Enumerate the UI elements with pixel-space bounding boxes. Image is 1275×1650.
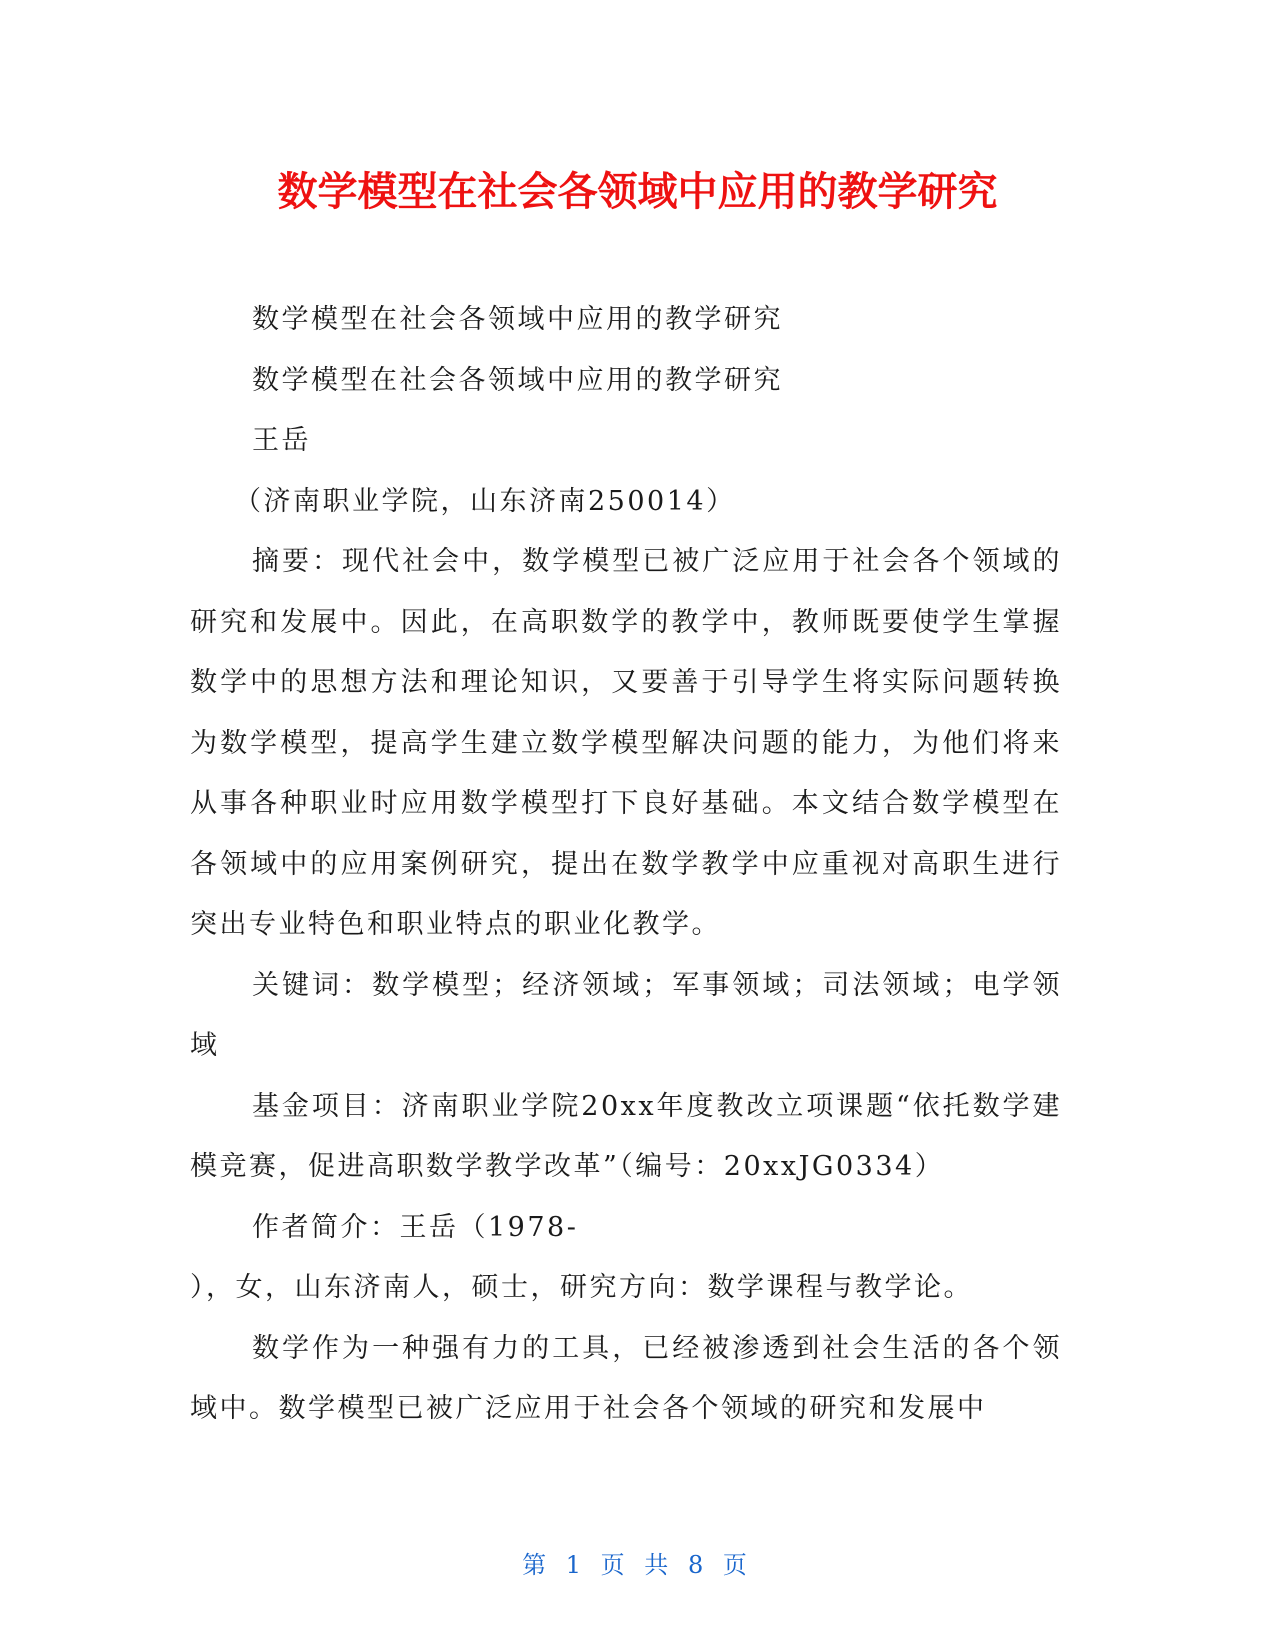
paragraph-subtitle-1: 数学模型在社会各领域中应用的教学研究 xyxy=(252,304,783,335)
paragraph-keywords: 关键词：数学模型；经济领域；军事领域；司法领域；电学领域 xyxy=(190,969,1062,1061)
paragraph-body-1: 数学作为一种强有力的工具，已经被渗透到社会生活的各个领域中。数学模型已被广泛应用于社会各个领域的研究和发展中 xyxy=(190,1332,1062,1424)
document-body xyxy=(190,290,1062,1440)
paragraph-author-bio-2: ），女，山东济南人，硕士，研究方向：数学课程与教学论。 xyxy=(190,1272,973,1303)
paragraph-author: 王岳 xyxy=(252,425,311,456)
page-number-footer: 第 1 页 共 8 页 xyxy=(522,1551,753,1579)
paragraph-subtitle-2: 数学模型在社会各领域中应用的教学研究 xyxy=(252,364,783,396)
paragraph-affiliation: （济南职业学院，山东济南250014） xyxy=(234,485,736,517)
paragraph-abstract: 摘要：现代社会中，数学模型已被广泛应用于社会各个领域的研究和发展中。因此，在高职数学的教学中，教师既要使学生掌握数学中的思想方法和理论知识，又要善于引导学生将实际问题转换为数学模型，提高学生建立数学模型解决问题的能力，为他们将来从事各种职业时应用数学模型打下良好基础。本文结合数学模型在各领域中的应用案例研究，提出在数学教学中应重视对高职生进行突出专业特色和职业特点的职业化教学。 xyxy=(190,546,1062,940)
document-title: 数学模型在社会各领域中应用的教学研究 xyxy=(277,169,998,215)
paragraph-author-bio-1: 作者简介：王岳（1978- xyxy=(252,1211,579,1243)
paragraph-fund: 基金项目：济南职业学院20xx年度教改立项课题“依托数学建模竞赛，促进高职数学教学改革”（编号：20xxJG0334） xyxy=(190,1090,1062,1182)
